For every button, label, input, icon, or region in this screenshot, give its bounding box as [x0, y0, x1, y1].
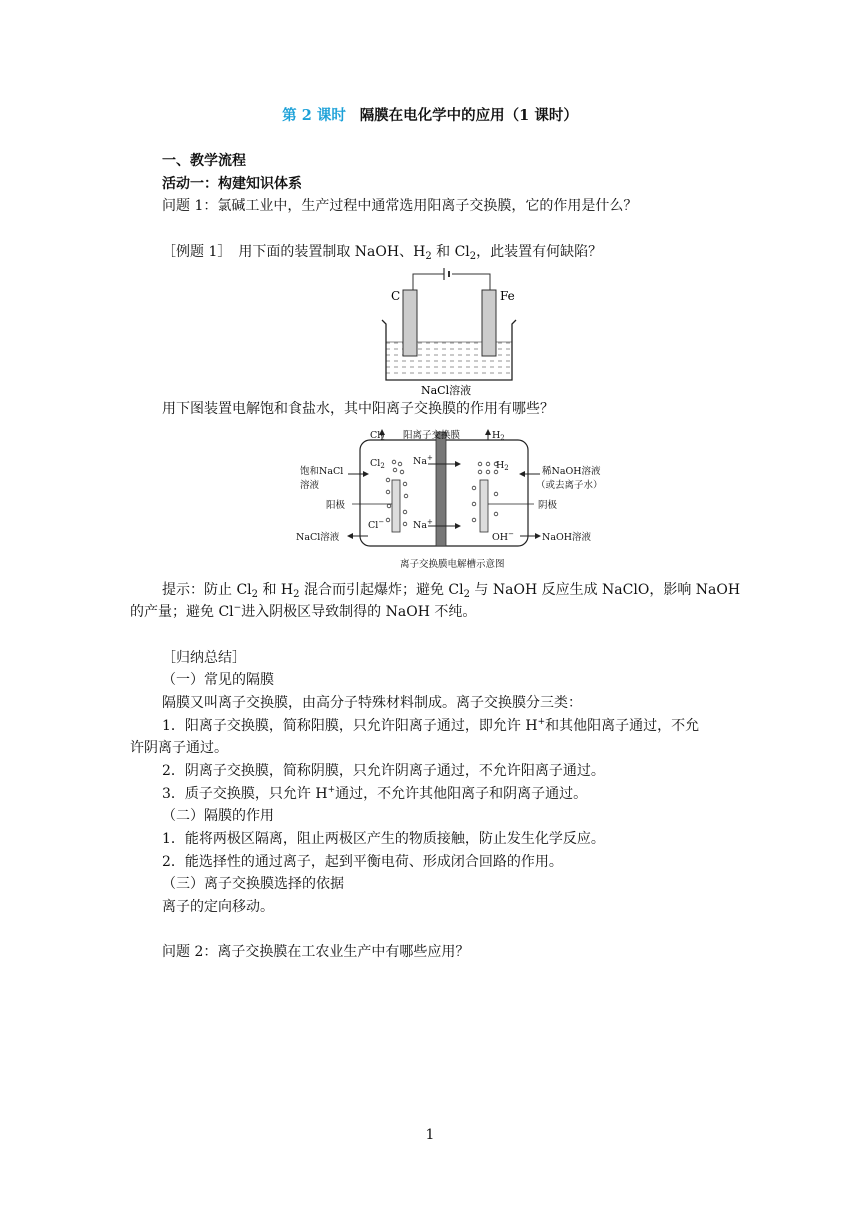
- section-heading: 一、教学流程: [162, 153, 246, 169]
- dilute-naoh-label-1: 稀NaOH溶液: [542, 466, 601, 477]
- question-1: 问题 1：氯碱工业中，生产过程中通常选用阳离子交换膜，它的作用是什么？: [162, 198, 638, 214]
- dilute-naoh-label-2: （或去离子水）: [536, 480, 603, 491]
- subheading-membrane-role: （二）隔膜的作用: [162, 808, 274, 824]
- page-title: [0, 106, 860, 126]
- membrane-label: 阳离子交换膜: [403, 430, 461, 441]
- anode-label: C: [391, 289, 401, 303]
- carbon-electrode: [403, 290, 417, 356]
- membrane-type-1: 1．阳离子交换膜，简称阳膜，只允许阳离子通过，即允许 H+和其他阳离子通过，不允: [162, 717, 700, 734]
- membrane-role-1: 1．能将两极区隔离，阻止两极区产生的物质接触，防止发生化学反应。: [162, 831, 605, 847]
- subheading-selection-basis: （三）离子交换膜选择的依据: [162, 876, 344, 892]
- electrolysis-cell-diagram: [378, 262, 518, 400]
- solution-label: NaCl溶液: [421, 384, 472, 397]
- saturated-nacl-label-1: 饱和NaCl: [300, 466, 344, 477]
- cathode-label: 阴极: [538, 500, 558, 511]
- anode-electrode: [392, 480, 400, 532]
- lesson-topic: 隔膜在电化学中的应用（1 课时）: [359, 107, 578, 124]
- membrane-type-1-cont: 许阴离子通过。: [130, 740, 228, 756]
- membrane-electrolyzer-diagram: [292, 424, 614, 574]
- h2-out-label: $H_2$: [492, 430, 505, 442]
- membrane-role-2: 2．能选择性的通过离子，起到平衡电荷、形成闭合回路的作用。: [162, 854, 563, 870]
- naoh-out-label: NaOH溶液: [542, 532, 592, 543]
- cl2-out-label: $Cl_2$: [370, 430, 385, 442]
- question-2: 问题 2：离子交换膜在工农业生产中有哪些应用？: [162, 944, 470, 960]
- iron-electrode: [482, 290, 496, 356]
- anode-label: 阳极: [326, 500, 346, 511]
- h2-in-label: $H_2$: [496, 460, 509, 472]
- activity-heading: 活动一：构建知识体系: [162, 176, 302, 192]
- saturated-nacl-label-2: 溶液: [300, 480, 320, 491]
- cathode-label: Fe: [500, 289, 515, 303]
- subheading-common-membranes: （一）常见的隔膜: [162, 672, 274, 688]
- selection-basis: 离子的定向移动。: [162, 899, 274, 915]
- lesson-number: 第 2 课时: [282, 107, 346, 124]
- summary-tag: ［归纳总结］: [162, 650, 246, 666]
- na-ion-label-1: Na+: [413, 454, 433, 467]
- na-ion-label-2: Na+: [413, 518, 433, 531]
- hydroxide-ion-label: OH−: [492, 530, 514, 543]
- membrane-type-3: 3．质子交换膜，只允许 H+通过，不允许其他阳离子和阴离子通过。: [162, 785, 588, 802]
- nacl-out-label: NaCl溶液: [296, 532, 340, 543]
- question-figure-2: 用下图装置电解饱和食盐水，其中阳离子交换膜的作用有哪些？: [162, 401, 554, 417]
- hint-line-2: 的产量；避免 Cl−进入阴极区导致制得的 NaOH 不纯。: [130, 603, 477, 620]
- figure-caption: 离子交换膜电解槽示意图: [400, 559, 505, 570]
- membrane-intro: 隔膜又叫离子交换膜，由高分子特殊材料制成。离子交换膜分三类：: [162, 695, 582, 711]
- example-1: ［例题 1］ 用下面的装置制取 NaOH、$H_2$ 和 $Cl_2$，此装置有何缺陷？: [162, 244, 603, 262]
- hint-line-1: 提示：防止 $Cl_2$ 和 $H_2$ 混合而引起爆炸；避免 $Cl_2$ 与 NaOH 反应生成 NaClO，影响 NaOH: [162, 582, 741, 600]
- chloride-ion-label: Cl−: [368, 518, 385, 531]
- cathode-electrode: [480, 480, 488, 532]
- page-number: 1: [425, 1127, 435, 1143]
- membrane: [436, 432, 446, 546]
- membrane-type-2: 2．阴离子交换膜，简称阴膜，只允许阴离子通过，不允许阳离子通过。: [162, 763, 605, 779]
- cl2-in-label: $Cl_2$: [370, 458, 385, 470]
